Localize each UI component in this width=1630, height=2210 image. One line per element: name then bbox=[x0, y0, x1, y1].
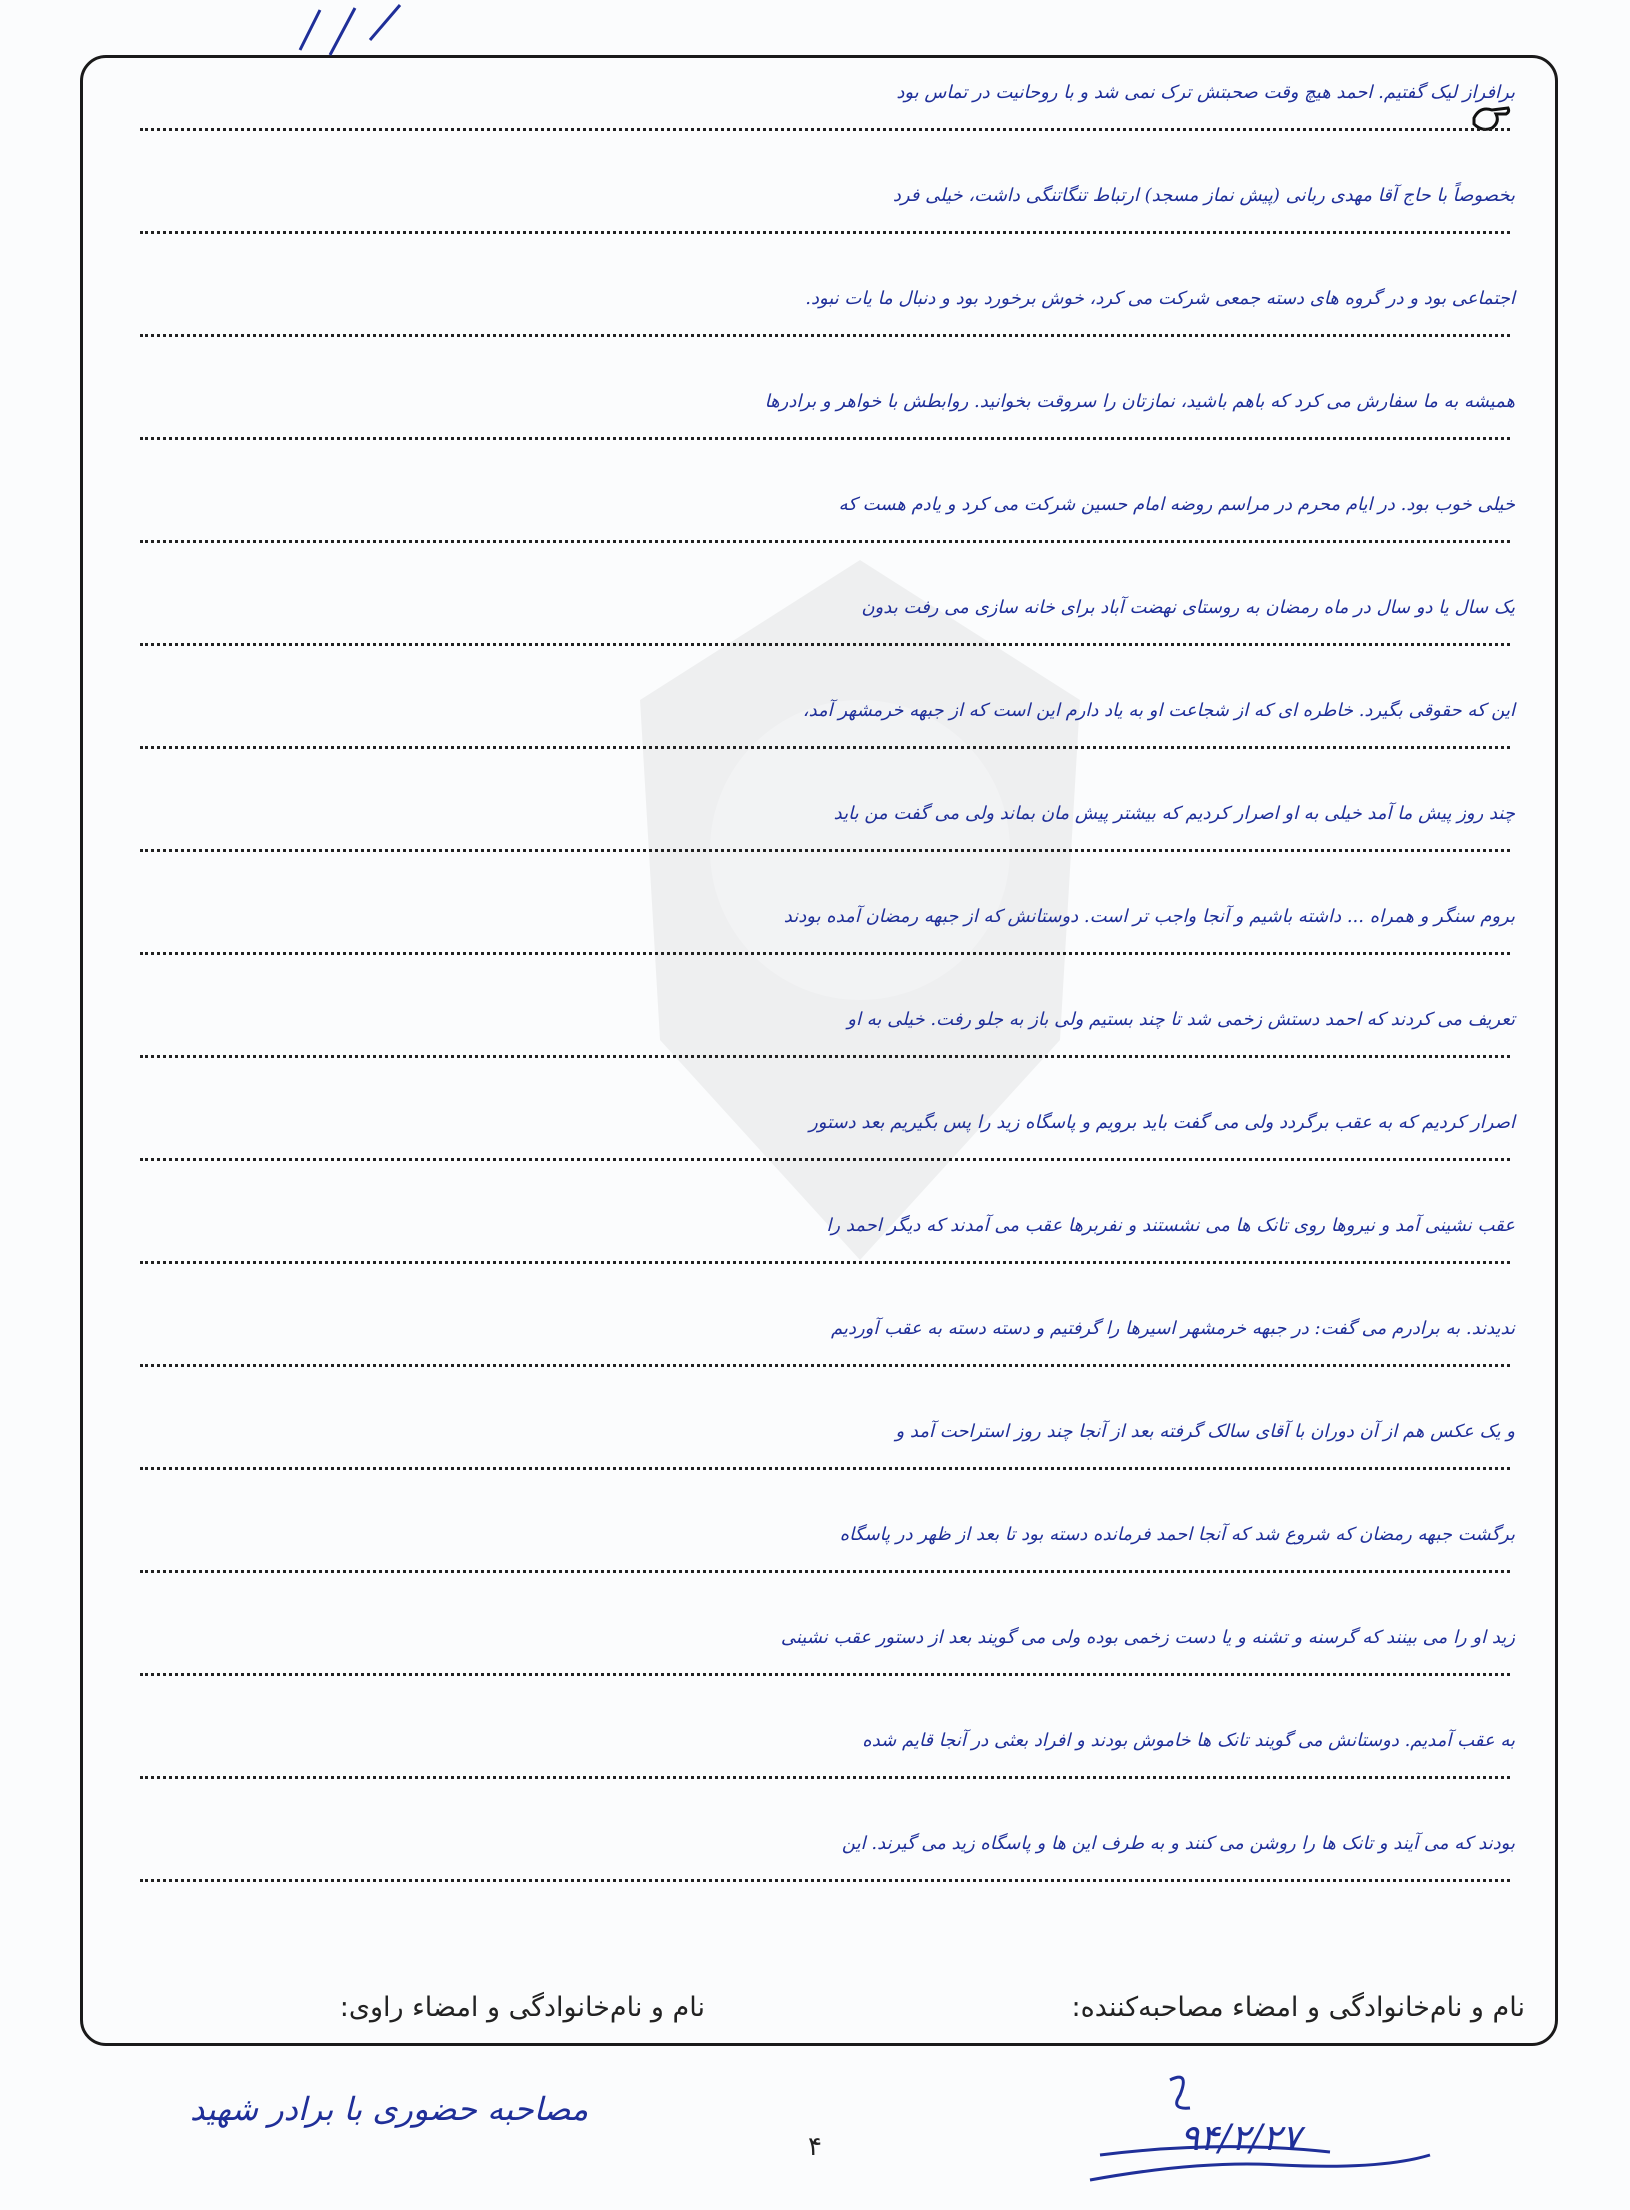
ruled-line bbox=[140, 746, 1510, 749]
interview-note: مصاحبه حضوری با برادر شهید bbox=[190, 2090, 589, 2128]
ruled-line bbox=[140, 1158, 1510, 1161]
text-line: همیشه به ما سفارش می کرد که باهم باشید، نمازتان را سروقت بخوانید. روابطش با خواهر و برادرها bbox=[764, 391, 1515, 412]
ruled-line bbox=[140, 128, 1510, 131]
ruled-line bbox=[140, 1776, 1510, 1779]
ruled-line bbox=[140, 1673, 1510, 1676]
ruled-line bbox=[140, 1364, 1510, 1367]
text-line: اصرار کردیم که به عقب برگردد ولی می گفت باید برویم و پاسگاه زید را پس بگیریم بعد دستور bbox=[809, 1112, 1515, 1133]
date-handwritten: ۹۴/۲/۲۷ bbox=[1180, 2118, 1301, 2159]
text-line: عقب نشینی آمد و نیروها روی تانک ها می نشستند و نفربرها عقب می آمدند که دیگر احمد را bbox=[826, 1215, 1515, 1236]
text-line: به عقب آمدیم. دوستانش می گویند تانک ها خاموش بودند و افراد بعثی در آنجا قایم شده bbox=[862, 1730, 1515, 1751]
ruled-line bbox=[140, 849, 1510, 852]
text-line: بروم سنگر و همراه ... داشته باشیم و آنجا واجب تر است. دوستانش که از جبهه رمضان آمده بودند bbox=[783, 906, 1515, 927]
ruled-line bbox=[140, 643, 1510, 646]
page-number: ۴ bbox=[808, 2132, 822, 2162]
text-line: اجتماعی بود و در گروه های دسته جمعی شرکت می کرد، خوش برخورد بود و دنبال ما یات نبود. bbox=[805, 288, 1515, 309]
text-line: زید او را می بینند که گرسنه و تشنه و یا دست زخمی بوده ولی می گویند بعد از دستور عقب نشینی bbox=[780, 1627, 1515, 1648]
text-line: تعریف می کردند که احمد دستش زخمی شد تا چند بستیم ولی باز به جلو رفت. خیلی به او bbox=[847, 1009, 1515, 1030]
interviewer-label: نام و نام‌خانوادگی و امضاء مصاحبه‌کننده: bbox=[1071, 1992, 1525, 2023]
ruled-line bbox=[140, 952, 1510, 955]
ruled-line bbox=[140, 334, 1510, 337]
text-line: برافراز لیک گفتیم. احمد هیچ وقت صحبتش ترک نمی شد و با روحانیت در تماس بود bbox=[896, 82, 1515, 103]
text-line: چند روز پیش ما آمد خیلی به او اصرار کردیم که بیشتر پیش مان بماند ولی می گفت من باید bbox=[833, 803, 1515, 824]
text-line: این که حقوقی بگیرد. خاطره ای که از شجاعت او به یاد دارم این است که از جبهه خرمشهر آمد، bbox=[802, 700, 1515, 721]
ruled-line bbox=[140, 231, 1510, 234]
text-line: ندیدند. به برادرم می گفت: در جبهه خرمشهر اسیرها را گرفتیم و دسته دسته به عقب آوردیم bbox=[830, 1318, 1515, 1339]
narrator-label: نام و نام‌خانوادگی و امضاء راوی: bbox=[339, 1992, 705, 2023]
text-line: بخصوصاً با حاج آقا مهدی ربانی (پیش نماز مسجد) ارتباط تنگاتنگی داشت، خیلی فرد bbox=[892, 185, 1515, 206]
ruled-line bbox=[140, 437, 1510, 440]
ruled-line bbox=[140, 1467, 1510, 1470]
ruled-line bbox=[140, 540, 1510, 543]
ruled-line bbox=[140, 1879, 1510, 1882]
text-line: و یک عکس هم از آن دوران با آقای سالک گرفته بعد از آنجا چند روز استراحت آمد و bbox=[895, 1421, 1515, 1442]
text-line: خیلی خوب بود. در ایام محرم در مراسم روضه امام حسین شرکت می کرد و یادم هست که bbox=[838, 494, 1515, 515]
ruled-line bbox=[140, 1261, 1510, 1264]
text-line: بودند که می آیند و تانک ها را روشن می کنند و به طرف این ها و پاسگاه زید می گیرند. این bbox=[841, 1833, 1515, 1854]
ruled-line bbox=[140, 1570, 1510, 1573]
margin-marks bbox=[290, 0, 420, 60]
signature-scribble bbox=[1080, 2060, 1440, 2200]
text-line: برگشت جبهه رمضان که شروع شد که آنجا احمد فرمانده دسته بود تا بعد از ظهر در پاسگاه bbox=[839, 1524, 1515, 1545]
ruled-line bbox=[140, 1055, 1510, 1058]
text-line: یک سال یا دو سال در ماه رمضان به روستای نهضت آباد برای خانه سازی می رفت بدون bbox=[861, 597, 1515, 618]
